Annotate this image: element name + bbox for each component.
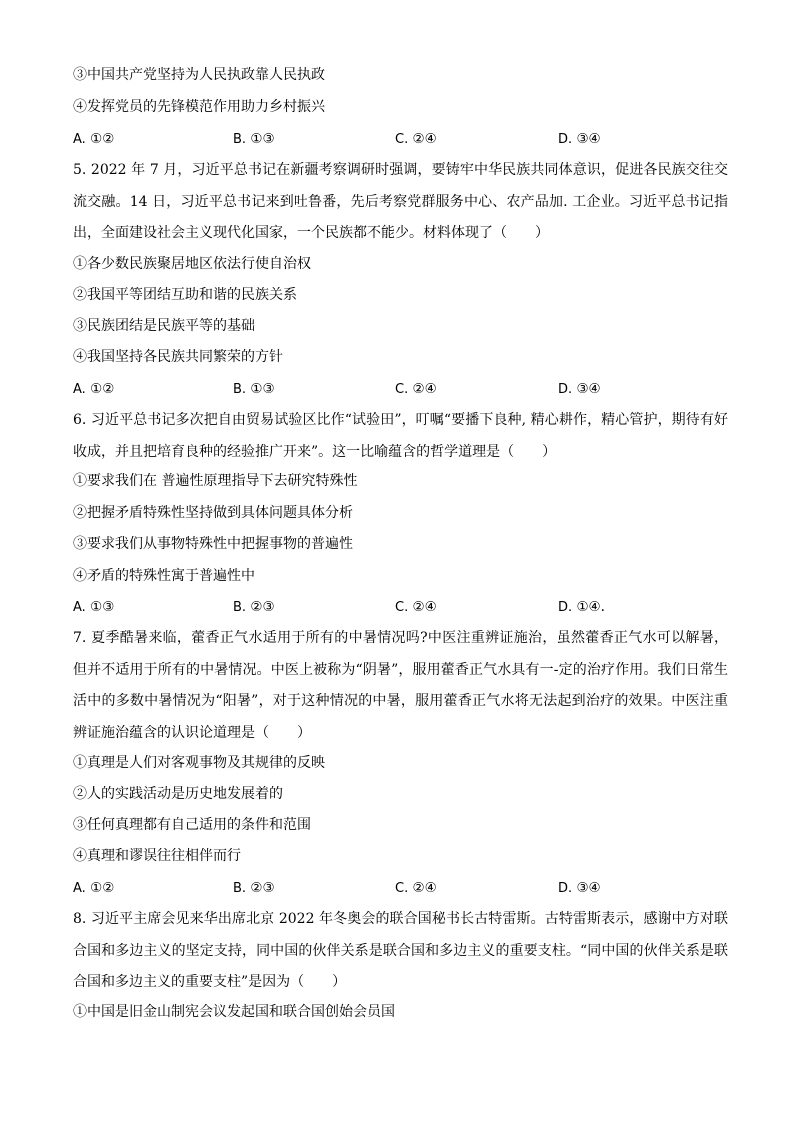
answer-option-d: D. ③④: [558, 880, 601, 896]
option-item-4: ④发挥党员的先锋模范作用助力乡村振兴: [73, 99, 325, 115]
question-7-item-4: ④真理和谬误往往相伴而行: [73, 848, 241, 864]
question-6-item-1: ①要求我们在 普遍性原理指导下去研究特殊性: [73, 473, 358, 489]
answer-option-c: C. ②④: [395, 880, 437, 896]
question-8-item-1: ①中国是旧金山制宪会议发起国和联合国创始会员国: [73, 1004, 395, 1020]
answer-option-b: B. ②③: [233, 599, 275, 615]
option-item-3: ③中国共产党坚持为人民执政靠人民执政: [73, 67, 325, 83]
answer-option-a: A. ①②: [73, 381, 115, 397]
question-7-options: [73, 880, 733, 896]
question-5-item-1: ①各少数民族聚居地区依法行使自治权: [73, 256, 311, 272]
question-7-item-2: ②人的实践活动是历史地发展着的: [73, 786, 283, 802]
question-5-item-4: ④我国坚持各民族共同繁荣的方针: [73, 349, 283, 365]
question-5-item-3: ③民族团结是民族平等的基础: [73, 318, 255, 334]
question-6-item-3: ③要求我们从事物特殊性中把握事物的普遍性: [73, 536, 353, 552]
answer-option-d: D. ③④: [558, 381, 601, 397]
question-5-item-2: ②我国平等团结互助和谐的民族关系: [73, 287, 297, 303]
answer-option-a: A. ①②: [73, 880, 115, 896]
question-7-item-3: ③任何真理都有自己适用的条件和范围: [73, 817, 311, 833]
question-7-item-1: ①真理是人们对客观事物及其规律的反映: [73, 755, 325, 771]
answer-option-a: A. ①③: [73, 599, 115, 615]
answer-option-d: D. ①④.: [558, 599, 605, 615]
answer-option-c: C. ②④: [395, 381, 437, 397]
question-5-stem: 5. 2022 年 7 月，习近平总书记在新疆考察调研时强调，要铸牢中华民族共同体意识，促进各民族交往交流交融。14 日，习近平总书记来到吐鲁番，先后考察党群服务中心、农产品加. 工企业。习近平总书记指出，全面建设社会主义现代化国家，一个民族都不能少。材料体现了（ ）: [73, 162, 728, 241]
answer-option-b: B. ②③: [233, 880, 275, 896]
answer-option-b: B. ①③: [233, 381, 275, 397]
answer-option-c: C. ②④: [395, 131, 437, 147]
answer-option-a: A. ①②: [73, 131, 115, 147]
question-6-item-4: ④矛盾的特殊性寓于普遍性中: [73, 568, 255, 584]
question-5-options: [73, 381, 733, 397]
answer-option-d: D. ③④: [558, 131, 601, 147]
answer-option-c: C. ②④: [395, 599, 437, 615]
question-8-stem: 8. 习近平主席会见来华出席北京 2022 年冬奥会的联合国秘书长古特雷斯。古特雷斯表示，感谢中方对联合国和多边主义的坚定支持，同中国的伙伴关系是联合国和多边主义的重要支柱。“同中国的伙伴关系是联合国和多边主义的重要支柱”是因为（ ）: [73, 911, 728, 990]
question-7-stem: 7. 夏季酷暑来临，藿香正气水适用于所有的中暑情况吗?中医注重辨证施治，虽然藿香正气水可以解暑，但并不适用于所有的中暑情况。中医上被称为“阴暑”，服用藿香正气水具有一-定的治疗作用。我们日常生活中的多数中暑情况为“阳暑”，对于这种情况的中暑，服用藿香正气水将无法起到治疗的效果。中医注重辨证施治蕴含的认识论道理是（ ）: [73, 630, 728, 741]
question-6-item-2: ②把握矛盾特殊性坚持做到具体问题具体分析: [73, 505, 353, 521]
question-6-stem: 6. 习近平总书记多次把自由贸易试验区比作“试验田”，叮嘱“要播下良种, 精心耕作，精心管护，期待有好收成，并且把培育良种的经验推广开来”。这一比喻蕴含的哲学道理是（ ）: [73, 412, 728, 460]
answer-option-b: B. ①③: [233, 131, 275, 147]
question-6-options: [73, 599, 733, 615]
answer-options: [73, 131, 733, 147]
